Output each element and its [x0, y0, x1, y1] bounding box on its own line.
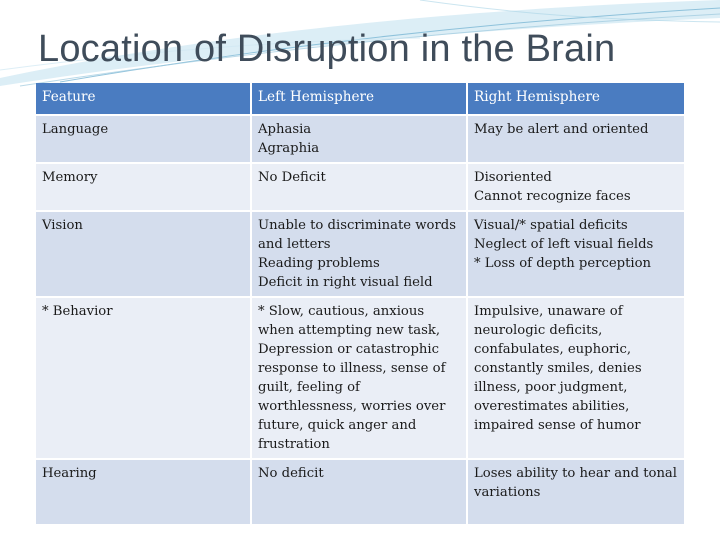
header-feature: Feature [36, 83, 252, 116]
left-cell [252, 212, 468, 298]
left-cell [252, 460, 468, 526]
cell-line: Neglect of left visual fields [474, 237, 654, 252]
table-header-row [36, 83, 684, 116]
cell-line: May be alert and oriented [474, 122, 649, 137]
table-row-behavior [36, 298, 684, 460]
cell-line: Disoriented [474, 170, 552, 185]
cell-line: Agraphia [258, 141, 320, 156]
cell-line: Cannot recognize faces [474, 189, 631, 204]
header-left-hemisphere: Left Hemisphere [252, 83, 468, 116]
table-row-memory [36, 164, 684, 212]
left-cell [252, 298, 468, 460]
table-row-hearing [36, 460, 684, 526]
cell-line: Visual/* spatial deficits [474, 218, 628, 233]
right-cell [468, 164, 684, 212]
right-cell [468, 116, 684, 164]
page-title: Location of Disruption in the Brain [38, 28, 616, 70]
feature-cell: * Behavior [36, 298, 252, 460]
cell-line: Unable to discriminate words and letters [258, 218, 457, 252]
left-cell [252, 116, 468, 164]
left-cell [252, 164, 468, 212]
right-cell [468, 460, 684, 526]
cell-line: Aphasia [258, 122, 312, 137]
right-cell [468, 212, 684, 298]
cell-line: No deficit [258, 466, 324, 481]
feature-cell: Hearing [36, 460, 252, 526]
comparison-table [36, 83, 684, 526]
table-row-language [36, 116, 684, 164]
cell-line: No Deficit [258, 170, 326, 185]
feature-cell: Vision [36, 212, 252, 298]
right-cell [468, 298, 684, 460]
cell-line: Loses ability to hear and tonal variations [474, 466, 678, 500]
cell-line: Deficit in right visual field [258, 275, 433, 290]
cell-line: Reading problems [258, 256, 380, 271]
cell-line: Impulsive, unaware of neurologic deficits, confabulates, euphoric, constantly smiles, denies illness, poor judgment, overestimates abilities, impaired sense of humor [474, 304, 642, 433]
cell-line: * Slow, cautious, anxious when attempting new task, Depression or catastrophic response to illness, sense of guilt, feeling of worthlessness, worries over future, quick anger and frustration [258, 304, 446, 452]
feature-cell: Memory [36, 164, 252, 212]
table-row-vision [36, 212, 684, 298]
feature-cell: Language [36, 116, 252, 164]
cell-line: * Loss of depth perception [474, 256, 652, 271]
header-right-hemisphere: Right Hemisphere [468, 83, 684, 116]
